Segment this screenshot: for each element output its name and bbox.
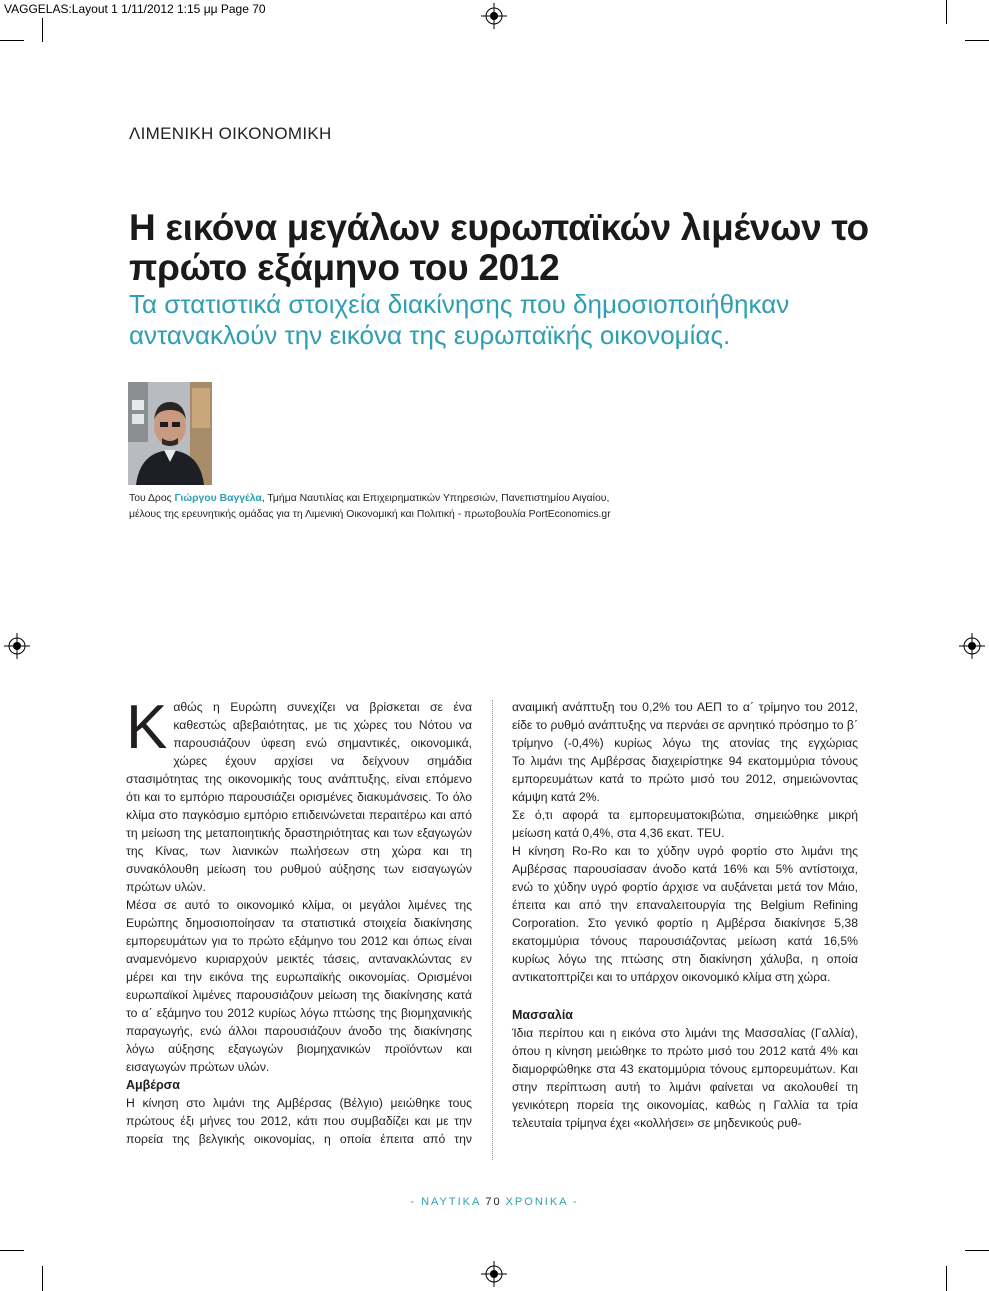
registration-mark-icon bbox=[481, 3, 507, 29]
caption-prefix: Του Δρος bbox=[129, 493, 175, 504]
article-column-right bbox=[512, 698, 858, 1132]
crop-mark bbox=[42, 18, 43, 42]
article-paragraph-continued: αναιμική ανάπτυξη του 0,2% του ΑΕΠ το α΄ τρίμηνο του 2012, είδε το ρυθμό ανάπτυξης να περνάει σε αρνητικό πρόσημο το β΄ τρίμηνο (-0,4%) κυρίως λόγω της ατονίας της εγχώριας bbox=[512, 700, 858, 750]
crop-mark bbox=[42, 1266, 43, 1291]
article-paragraph: Η κίνηση στο λιμάνι της Αμβέρσας (Βέλγιο) μειώθηκε τους πρώτους έξι μήνες του 2012, κάτι που συμβαδίζει και με την πορεία της βελγικής οικονομίας, η οποία έπειτα από την bbox=[126, 1096, 472, 1146]
caption-affiliation: , Τμήμα Ναυτιλίας και Επιχειρηματικών Υπηρεσιών, Πανεπιστημίου Αιγαίου, bbox=[261, 493, 610, 504]
author-name: Γιώργου Βαγγέλα bbox=[174, 493, 262, 504]
article-paragraph: Μέσα σε αυτό το οικονομικό κλίμα, οι μεγάλοι λιμένες της Ευρώπης δημοσιοποίησαν τα στατιστικά στοιχεία διακίνησης εμπορευμάτων για το πρώτο εξάμηνο του 2012 και όπως είναι αναμενόμενο κυριαρχούν μεικτές τάσεις, αντανακλώντας εν μέρει και την εικόνα της ευρωπαϊκής οικονομίας. Ορισμένοι ευρωπαϊκοί λιμένες παρουσιάζουν μείωση της διακίνησης κατά το α΄ εξάμηνο του 2012 κυρίως λόγω πτώσης της βιομηχανικής παραγωγής, ενώ άλλοι παρουσιάζουν άνοδο της διακίνησης λόγω αύξησης εξαγωγών βιομηχανικών προϊόντων και εισαγωγών πρώτων υλών. bbox=[126, 898, 472, 1074]
column-divider bbox=[492, 700, 493, 1160]
drop-cap: Κ bbox=[126, 693, 168, 762]
article-paragraph: Η κίνηση Ro-Ro και το χύδην υγρό φορτίο στο λιμάνι της Αμβέρσας παρουσίασαν άνοδο κατά 16% και 5% αντίστοιχα, ενώ το χύδην υγρό φορτίο άρχισε να αυξάνεται μετά τον Μάιο, έπειτα και από την επαναλειτουργία της Belgium Refining Corporation. Στο γενικό φορτίο η Αμβέρσα διακίνησε 5,38 εκατομμύρια τόνους παρουσιάζοντας μείωση κατά 16,5% κυρίως λόγω της πτώσης στη διακίνηση χάλυβα, η οποία αντικατοπτρίζει και το υπάρχον οικονομικό κλίμα στη χώρα. bbox=[512, 844, 858, 984]
registration-mark-icon bbox=[959, 633, 985, 659]
article-paragraph: Το λιμάνι της Αμβέρσας διαχειρίστηκε 94 εκατομμύρια τόνους εμπορευμάτων κατά το πρώτο μισό του 2012, σημειώνοντας κάμψη κατά 2%. bbox=[512, 754, 858, 804]
article-paragraph: Ίδια περίπου και η εικόνα στο λιμάνι της Μασσαλίας (Γαλλία), όπου η κίνηση μειώθηκε το πρώτο μισό του 2012 κατά 4% και διαμορφώθηκε στα 43 εκατομμύρια τόνους εμπορευμάτων. Και στην περίπτωση αυτή το λιμάνι φαίνεται να ακολουθεί τη γενικότερη πορεία της οικονομίας, καθώς η Γαλλία τα τρία τελευταία τρίμηνα έχει «κολλήσει» σε μηδενικούς ρυθ- bbox=[512, 1026, 858, 1130]
crop-mark bbox=[965, 1250, 989, 1251]
footer-left: - ΝΑΥΤΙΚΑ bbox=[410, 1196, 482, 1208]
article-title: Η εικόνα μεγάλων ευρωπαϊκών λιμένων το πρώτο εξάμηνο του 2012 bbox=[129, 207, 869, 288]
section-label: ΛΙΜΕΝΙΚΗ ΟΙΚΟΝΟΜΙΚΗ bbox=[129, 124, 332, 143]
caption-group: μέλους της ερευνητικής ομάδας για τη Λιμενική Οικονομική και Πολιτική - πρωτοβουλία PortEconomics.gr bbox=[129, 509, 611, 520]
author-photo bbox=[128, 382, 212, 485]
article-paragraph: Σε ό,τι αφορά τα εμπορευματοκιβώτια, σημειώθηκε μικρή μείωση κατά 0,4%, στα 4,36 εκατ. TEU. bbox=[512, 808, 858, 840]
article-subtitle: Τα στατιστικά στοιχεία διακίνησης που δημοσιοποιήθηκαν αντανακλούν την εικόνα της ευρωπαϊκής οικονομίας. bbox=[129, 289, 790, 350]
slug-line: VAGGELAS:Layout 1 1/11/2012 1:15 μμ Page 70 bbox=[4, 2, 266, 16]
page-number: 70 bbox=[485, 1196, 502, 1208]
crop-mark bbox=[0, 40, 24, 41]
registration-mark-icon bbox=[4, 633, 30, 659]
article-column-left bbox=[126, 693, 472, 1148]
crop-mark bbox=[946, 0, 947, 24]
article-paragraph: Καθώς η Ευρώπη συνεχίζει να βρίσκεται σε ένα καθεστώς αβεβαιότητας, με τις χώρες του Νότου να παρουσιάζουν ύφεση ενώ σημαντικές, οικονομικά, χώρες έχουν αρχίσει να δείχνουν σημάδια στασιμότητας της οικονομικής τους ανάπτυξης, είναι επόμενο ότι και το εμπόριο παρουσιάζει ορισμένες διακυμάνσεις. Το όλο κλίμα στο παγκόσμιο εμπόριο επιδεινώνεται περαιτέρω και από τη μείωση της μεταποιητικής δραστηριότητας και των εξαγωγών της Κίνας, των λιανικών πωλήσεων στη χώρα και τη συνακόλουθη μείωση του ρυθμού αύξησης των εισαγωγών πρώτων υλών. bbox=[126, 693, 472, 894]
page-footer bbox=[0, 1196, 989, 1208]
crop-mark bbox=[946, 1266, 947, 1291]
subheading-antwerp: Αμβέρσα bbox=[126, 1078, 180, 1092]
crop-mark bbox=[965, 40, 989, 41]
footer-right: ΧΡΟΝΙΚΑ - bbox=[505, 1196, 579, 1208]
registration-mark-icon bbox=[481, 1261, 507, 1287]
author-caption bbox=[129, 491, 689, 523]
subheading-marseille: Μασσαλία bbox=[512, 1008, 573, 1022]
crop-mark bbox=[0, 1250, 24, 1251]
